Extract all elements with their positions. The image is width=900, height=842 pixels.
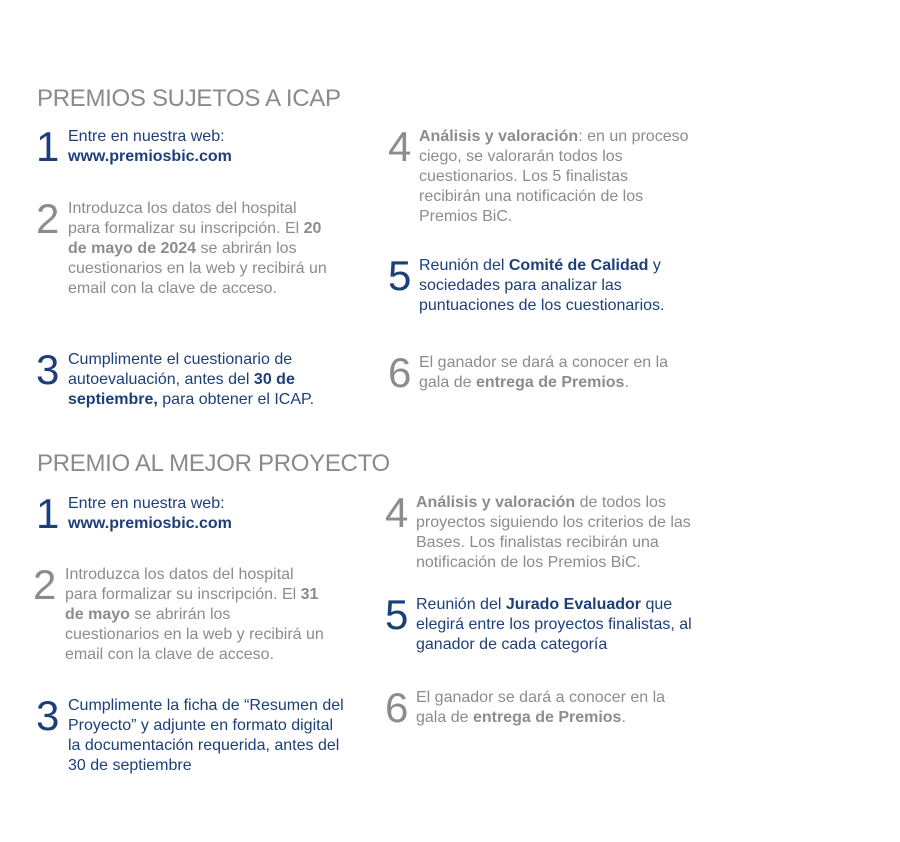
step-number: 4	[385, 489, 409, 536]
step-number: 6	[385, 684, 409, 731]
highlight-phrase: entrega de Premios	[475, 374, 625, 391]
step-text: El ganador se dará a conocer en la gala de entrega de Premios.	[416, 689, 666, 726]
step-text: Reunión del Comité de Calidad y sociedades para analizar las puntuaciones de los cuestionarios.	[419, 257, 665, 314]
icap-step-2	[36, 195, 366, 323]
proyecto-step-2	[33, 561, 363, 669]
step-number: 2	[33, 561, 57, 608]
step-text	[68, 494, 358, 534]
step-number: 5	[388, 252, 412, 299]
step-number: 1	[36, 490, 60, 537]
icap-step-6	[388, 349, 708, 397]
proyecto-step-6	[385, 684, 705, 732]
website-link[interactable]: www.premiosbic.com	[68, 515, 232, 532]
proyecto-step-3	[36, 692, 366, 780]
step-number: 5	[385, 591, 409, 638]
proyecto-step-5	[385, 591, 705, 659]
step-text: Análisis y valoración de todos los proyectos siguiendo los criterios de las Bases. Los finalistas recibirán una notificación de los Premios BiC.	[416, 494, 691, 571]
highlight-date: 31 de mayo	[65, 586, 319, 623]
icap-step-3	[36, 346, 366, 414]
step-text: Cumplimente el cuestionario de autoevaluación, antes del 30 de septiembre, para obtener el ICAP.	[68, 351, 315, 408]
step-number: 4	[388, 123, 412, 170]
step-number: 3	[36, 692, 60, 739]
step-text	[68, 127, 358, 167]
step-text: Introduzca los datos del hospital para formalizar su inscripción. El 31 de mayo se abrirán los cuestionarios en la web y recibirá un email con la clave de acceso.	[65, 566, 324, 663]
step-text: El ganador se dará a conocer en la gala de entrega de Premios.	[419, 354, 669, 391]
step-number: 1	[36, 123, 60, 170]
highlight-phrase: Análisis y valoración	[419, 128, 579, 145]
step-text: Cumplimente la ficha de “Resumen del Proyecto” y adjunte en formato digital la documentación requerida, antes del 30 de septiembre	[68, 697, 344, 774]
step-number: 2	[36, 195, 60, 242]
step-text-intro: Entre en nuestra web:	[68, 495, 225, 512]
step-text: Análisis y valoración: en un proceso ciego, se valorarán todos los cuestionarios. Los 5 finalistas recibirán una notificación de los Premios BiC.	[419, 128, 689, 225]
highlight-phrase: Jurado Evaluador	[505, 596, 642, 613]
step-text: Reunión del Jurado Evaluador que elegirá entre los proyectos finalistas, al ganador de cada categoría	[416, 596, 692, 653]
highlight-date: 30 de septiembre,	[68, 371, 295, 408]
highlight-phrase: Análisis y valoración	[416, 494, 576, 511]
section-title-icap: PREMIOS SUJETOS A ICAP	[37, 85, 341, 112]
icap-step-5	[388, 252, 708, 320]
step-text-intro: Entre en nuestra web:	[68, 128, 225, 145]
proyecto-step-4	[385, 489, 705, 577]
highlight-phrase: Comité de Calidad	[508, 257, 649, 274]
icap-step-1	[36, 123, 366, 171]
step-number: 6	[388, 349, 412, 396]
section-title-proyecto: PREMIO AL MEJOR PROYECTO	[37, 450, 390, 477]
step-number: 3	[36, 346, 60, 393]
website-link[interactable]: www.premiosbic.com	[68, 148, 232, 165]
highlight-date: 20 de mayo de 2024	[68, 220, 322, 257]
proyecto-step-1	[36, 490, 366, 538]
highlight-phrase: entrega de Premios	[472, 709, 622, 726]
step-text: Introduzca los datos del hospital para formalizar su inscripción. El 20 de mayo de 2024 se abrirán los cuestionarios en la web y recibirá un email con la clave de acceso.	[68, 200, 327, 297]
icap-step-4	[388, 123, 708, 231]
